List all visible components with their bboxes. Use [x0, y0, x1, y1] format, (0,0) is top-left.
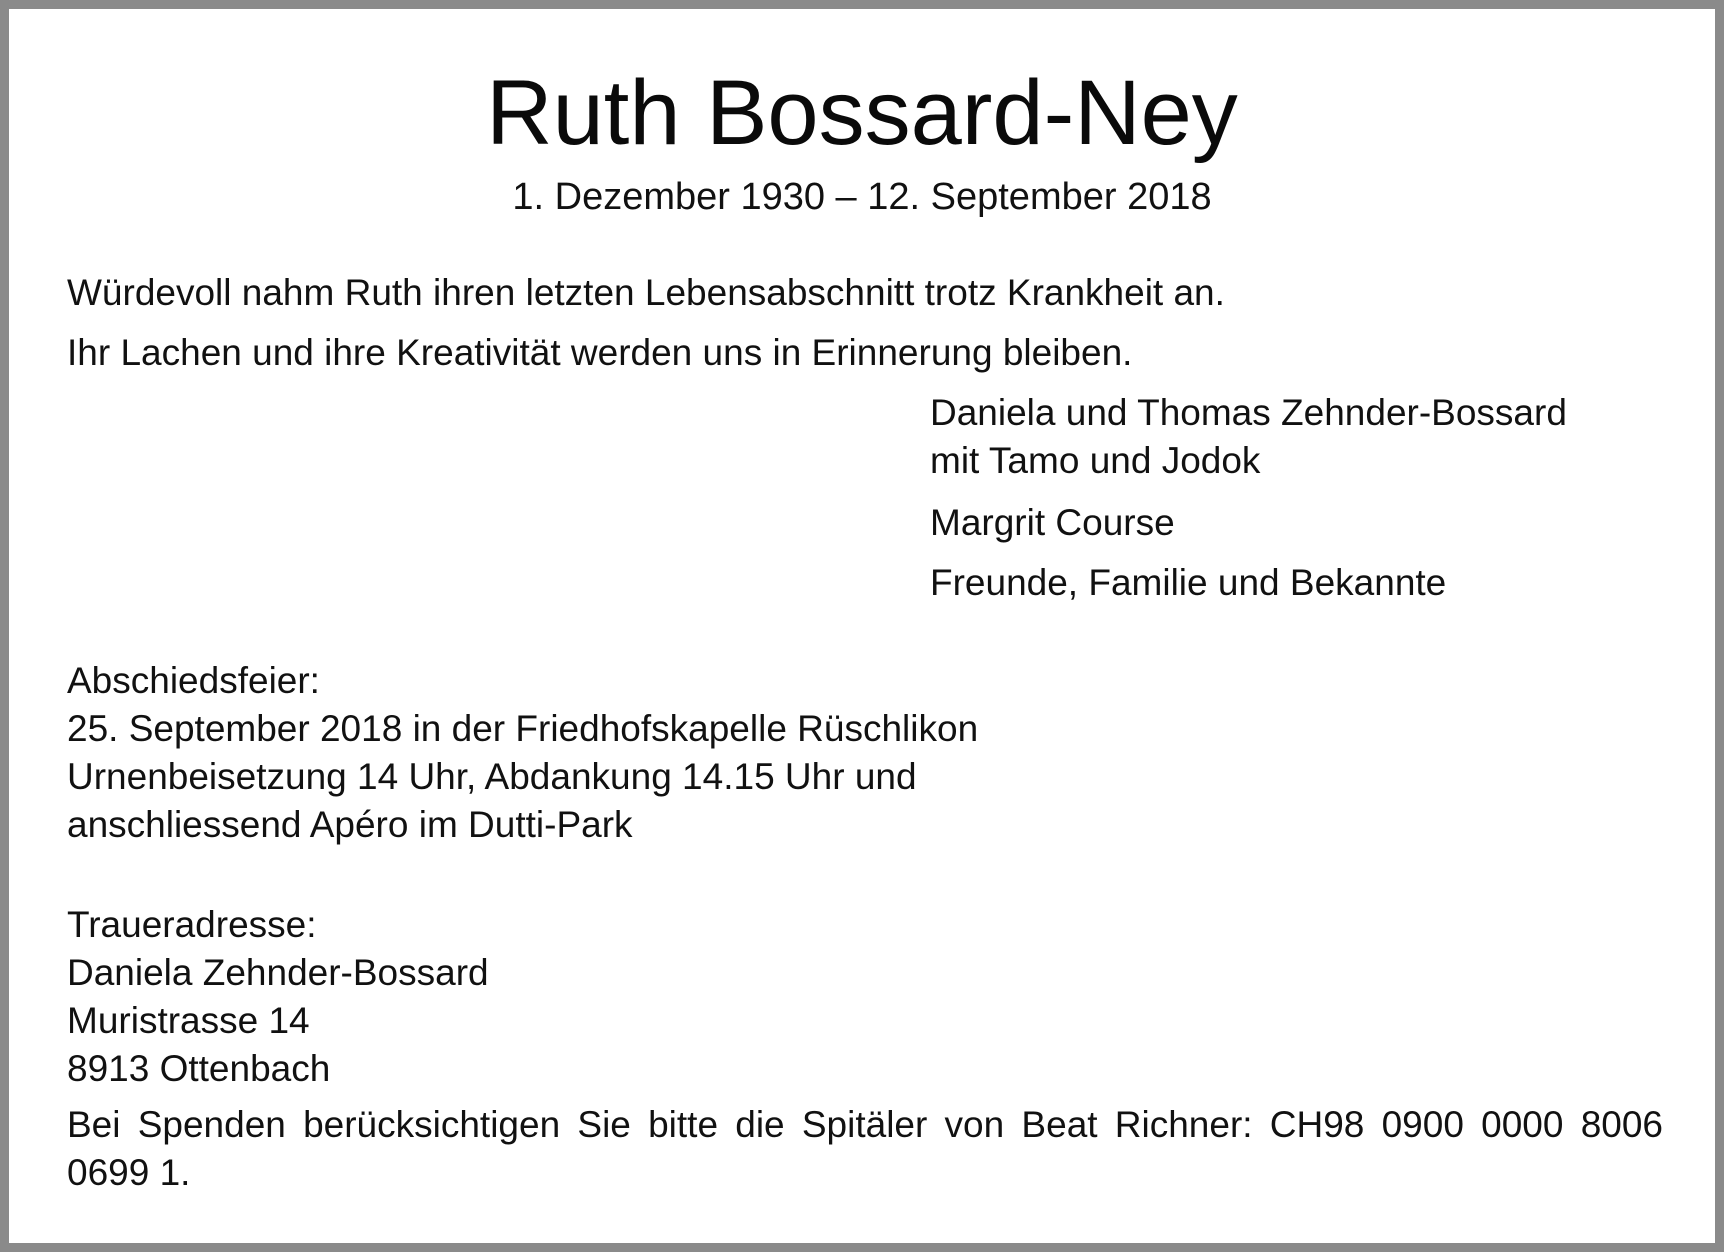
address-line: 8913 Ottenbach — [67, 1048, 331, 1089]
farewell-line: 25. September 2018 in der Friedhofskapelle Rüschlikon — [67, 708, 979, 749]
signatory-line: mit Tamo und Jodok — [930, 440, 1261, 481]
obituary-notice — [9, 9, 1715, 1243]
address-line: Daniela Zehnder-Bossard — [67, 952, 489, 993]
signatory-line: Daniela und Thomas Zehnder-Bossard — [930, 392, 1567, 433]
farewell-line: anschliessend Apéro im Dutti-Park — [67, 804, 633, 845]
address-line: Muristrasse 14 — [67, 1000, 310, 1041]
farewell-heading: Abschiedsfeier: — [67, 660, 320, 701]
signatory-line: Margrit Course — [930, 502, 1175, 543]
text-line: Ihr Lachen und ihre Kreativität werden uns in Erinnerung bleiben. — [67, 332, 1133, 373]
life-dates: 1. Dezember 1930 – 12. September 2018 — [512, 176, 1212, 218]
farewell-line: Urnenbeisetzung 14 Uhr, Abdankung 14.15 Uhr und — [67, 756, 917, 797]
text-line: Würdevoll nahm Ruth ihren letzten Lebensabschnitt trotz Krankheit an. — [67, 272, 1225, 313]
address-heading: Traueradresse: — [67, 904, 317, 945]
signatory-line: Freunde, Familie und Bekannte — [930, 562, 1447, 603]
donation-note: Bei Spenden berücksichtigen Sie bitte die Spitäler von Beat Richner: CH98 0900 0000 8006 0699 1. — [67, 1104, 1663, 1193]
deceased-name: Ruth Bossard-Ney — [486, 62, 1238, 164]
